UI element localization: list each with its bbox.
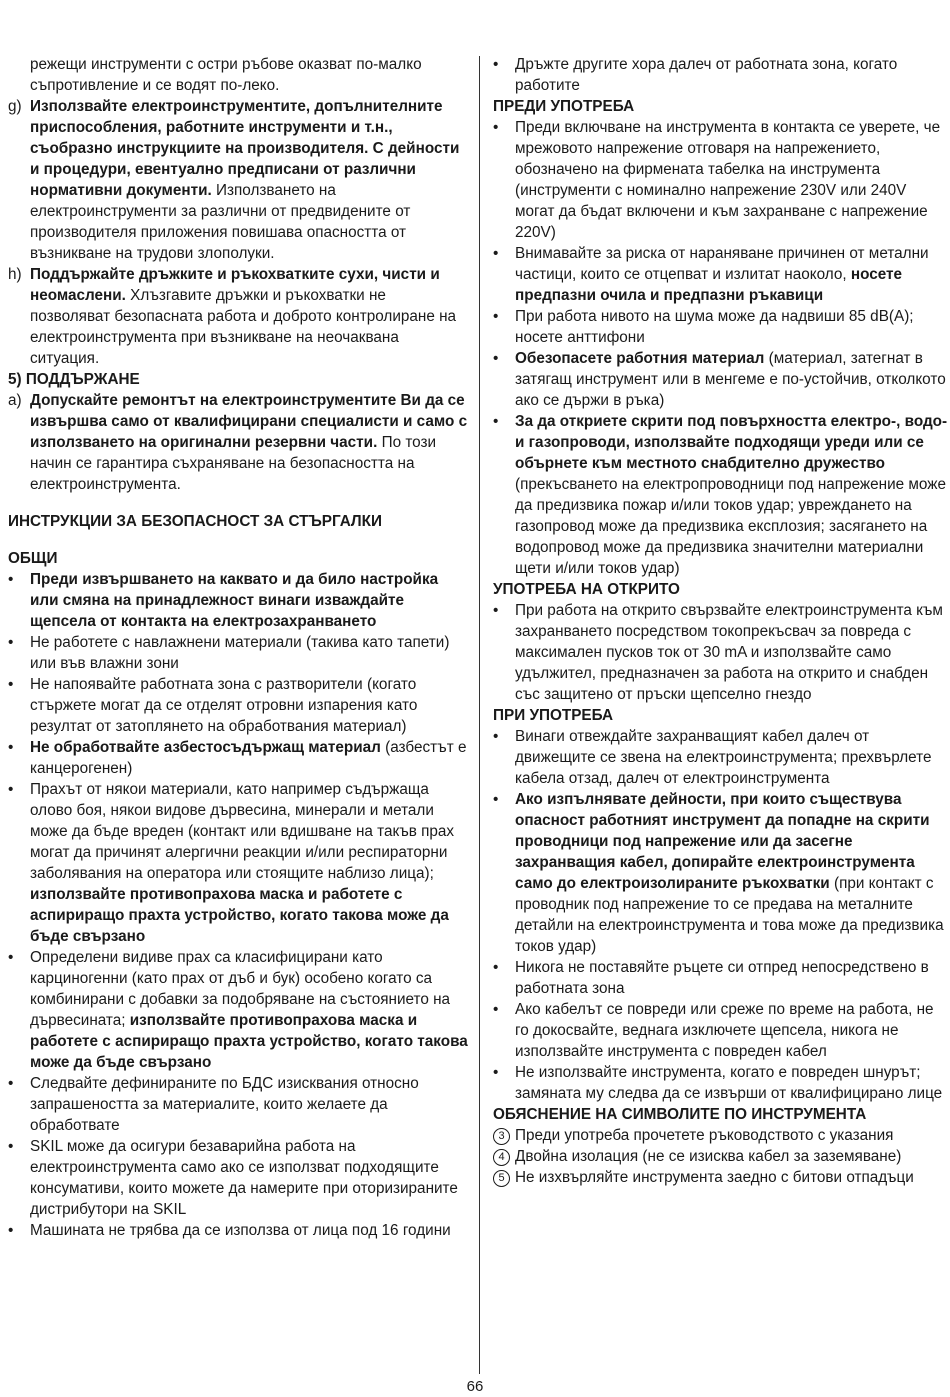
item-bold-text: Преди извършването на каквато и да било настройка или смяна на принадлежност винаги изваждайте щепсела от контакта на електрозахранването — [30, 571, 439, 630]
bullet-icon: • — [493, 308, 499, 325]
item-text: Не изхвърляйте инструмента заедно с битови отпадъци — [515, 1169, 914, 1186]
bullet-icon: • — [493, 413, 499, 430]
bullet-icon: • — [493, 245, 499, 262]
item-text: Преди употреба прочетете ръководството с указания — [515, 1127, 894, 1144]
item-text: SKIL може да осигури безаварийна работа на електроинструмента само ако се използват подходящите консумативи, които можете да намерите при оторизираните дистрибутори на SKIL — [30, 1138, 458, 1218]
item-text: (азбестът е канцерогенен) — [30, 739, 467, 777]
bullet-icon: • — [8, 676, 14, 693]
bullet-icon: • — [493, 959, 499, 976]
item-bold-text: използвайте противопрахова маска и работете с аспириращо прахта устройство, когато такова може да бъде свързано — [30, 1012, 468, 1071]
item-marker: a) — [8, 392, 22, 409]
item-text: Определени видиве прах са класифицирани като карциногенни (като прах от дъб и бук) особено когато са комбинирани с добавки за подобряване на състоянието на дървесината; — [30, 949, 451, 1029]
bullet-item — [493, 999, 948, 1062]
symbol-item — [493, 1125, 948, 1146]
bullet-icon: • — [493, 119, 499, 136]
bullet-icon: • — [8, 1075, 14, 1092]
item-a — [8, 390, 468, 495]
item-text: (прекъсването на електропроводници под напрежение може да предизвика пожар и/или токов удар; увреждането на газопровод може да предизвика експлозия; засягането на водопровод може да предизвика значителни материални щети и/или токов удар) — [515, 476, 947, 577]
intro-paragraph: режещи инструменти с остри ръбове оказват по-малко съпротивление и се водят по-леко. — [30, 56, 422, 94]
bullet-item — [8, 1220, 468, 1241]
item-text: Никога не поставяйте ръцете си отпред непосредствено в работната зона — [515, 959, 929, 997]
item-text: Внимавайте за риска от нараняване причинен от метални частици, които се отцепват и излитат наоколо, — [515, 245, 929, 283]
item-text: По този начин се гарантира съхраняване на безопасността на електроинструмента. — [30, 434, 437, 493]
bullet-icon: • — [8, 1222, 14, 1239]
bullet-item — [8, 737, 468, 779]
bullet-icon: • — [8, 571, 14, 588]
item-text: При работа нивото на шума може да надвиши 85 dB(A); носете анттифони — [515, 308, 914, 346]
bullet-item — [8, 779, 468, 947]
item-text: Дръжте другите хора далеч от работната зона, когато работите — [515, 56, 898, 94]
item-text: Ако кабелът се повреди или среже по време на работа, не го докосвайте, веднага изключете щепсела, никога не използвайте инструмента с повреден кабел — [515, 1001, 934, 1060]
bullet-icon: • — [493, 350, 499, 367]
item-text: (при контакт с проводник под напрежение то се предава на металните детайли на електроинструмента и това може да предизвика токов удар) — [515, 875, 944, 955]
bullet-item — [493, 600, 948, 705]
bullet-item — [493, 789, 948, 957]
section-heading-outdoor: УПОТРЕБА НА ОТКРИТО — [493, 581, 680, 598]
item-text: Не напоявайте работната зона с разтворители (когато стържете могат да се отделят отровни изпарения като резултат от затоплянето на обработвания материал) — [30, 676, 418, 735]
section-heading-maintenance: 5) ПОДДЪРЖАНЕ — [8, 371, 140, 388]
bullet-item — [493, 243, 948, 306]
item-text: Прахът от някои материали, като например съдържаща олово боя, някои видове дървесина, минерали и метали може да бъде вреден (контакт или вдишване на такъв прах могат да причинят алергични реакции и/или респираторни заболявания на оператора или стоящите наблизо лица); — [30, 781, 455, 882]
item-marker: h) — [8, 266, 22, 283]
item-bold-text: Допускайте ремонтът на електроинструментите Ви да се извършва само от квалифицирани специалисти и само с използването на оригинални резервни части. — [30, 392, 468, 451]
page-number: 66 — [466, 1378, 484, 1395]
item-bold-text: използвайте противопрахова маска и работете с аспириращо прахта устройство, когато такова може да бъде свързано — [30, 886, 449, 945]
item-text: (материал, затегнат в затягащ инструмент или в менгеме е по-устойчив, отколкото ако се държи в ръка) — [515, 350, 946, 409]
item-text: Следвайте дефинираните по БДС изисквания относно запрашеността за материалите, които желаете да обработвате — [30, 1075, 419, 1134]
item-text: Двойна изолация (не се изисква кабел за заземяване) — [515, 1148, 902, 1165]
column-divider — [479, 56, 480, 1374]
bullet-icon: • — [8, 949, 14, 966]
item-bold-text: За да откриете скрити под повърхността електро-, водо- и газопроводи, използвайте подходящи уреди или се обърнете към местното снабдително дружество — [515, 413, 948, 472]
item-marker: g) — [8, 98, 22, 115]
bullet-icon: • — [8, 739, 14, 756]
bullet-item — [493, 726, 948, 789]
section-heading-during-use: ПРИ УПОТРЕБА — [493, 707, 614, 724]
bullet-item — [8, 632, 468, 674]
item-text: Не използвайте инструмента, когато е повреден шнурът; замяната му следва да се извърши от квалифицирано лице — [515, 1064, 943, 1102]
bullet-item — [8, 674, 468, 737]
right-column — [493, 54, 948, 1188]
bullet-item — [8, 947, 468, 1073]
bullet-icon: • — [493, 602, 499, 619]
item-text: Винаги отвеждайте захранващият кабел далеч от движещите се звена на електроинструмента; прехвърлете кабела отзад, далеч от електроинструмента — [515, 728, 932, 787]
section-heading-before-use: ПРЕДИ УПОТРЕБА — [493, 98, 635, 115]
item-bold-text: Поддържайте дръжките и ръкохватките сухи, чисти и неомаслени. — [30, 266, 440, 304]
symbol-item — [493, 1167, 948, 1188]
bullet-item — [8, 1073, 468, 1136]
bullet-item — [493, 957, 948, 999]
bullet-icon: • — [8, 634, 14, 651]
item-text: При работа на открито свързвайте електроинструмента към захранването посредством токопрекъсвач за повреда с максимален пусков ток от 30 mA и използвайте само удължител, предназначен за работа на открито и снабден със защитено от пръски щепселно гнездо — [515, 602, 943, 703]
circled-number-icon: 4 — [493, 1149, 510, 1166]
bullet-item — [8, 569, 468, 632]
item-h — [8, 264, 468, 369]
item-bold-text: Използвайте електроинструментите, допълнителните приспособления, работните инструменти и т.н., съобразно инструкциите на производителя. С дейности и процедури, евентуално предписани от различни нормативни документи. — [30, 98, 460, 199]
bullet-icon: • — [493, 1001, 499, 1018]
item-text: Машината не трябва да се използва от лица под 16 години — [30, 1222, 451, 1239]
bullet-icon: • — [493, 1064, 499, 1081]
circled-number-icon: 5 — [493, 1170, 510, 1187]
circled-number-icon: 3 — [493, 1128, 510, 1145]
bullet-icon: • — [8, 781, 14, 798]
bullet-item — [493, 306, 948, 348]
bullet-item — [493, 1062, 948, 1104]
bullet-icon: • — [8, 1138, 14, 1155]
page-section-title: ИНСТРУКЦИИ ЗА БЕЗОПАСНОСТ ЗА СТЪРГАЛКИ — [8, 513, 382, 530]
item-text: Не работете с навлажнени материали (такива като тапети) или във влажни зони — [30, 634, 450, 672]
left-column — [8, 54, 468, 1241]
bullet-icon: • — [493, 56, 499, 73]
item-bold-text: Ако изпълнявате дейности, при които съществува опасност работният инструмент да попадне на скрити проводници под напрежение или да засегне захранващия кабел, допирайте електроинструмента само до електроизолираните ръкохватки — [515, 791, 930, 892]
item-bold-text: носете предпазни очила и предпазни ръкавици — [515, 266, 903, 304]
item-text: Хлъзгавите дръжки и ръкохватки не позволяват безопасната работа и доброто контролиране на електроинструмента при възникване на неочаквана ситуация. — [30, 287, 457, 367]
section-heading-general: ОБЩИ — [8, 550, 58, 567]
bullet-item — [493, 54, 948, 96]
section-heading-symbols: ОБЯСНЕНИЕ НА СИМВОЛИТЕ ПО ИНСТРУМЕНТА — [493, 1106, 867, 1123]
item-bold-text: Не обработвайте азбестосъдържащ материал — [30, 739, 381, 756]
symbol-item — [493, 1146, 948, 1167]
item-g — [8, 96, 468, 264]
bullet-item — [493, 348, 948, 411]
bullet-item — [8, 1136, 468, 1220]
bullet-icon: • — [493, 791, 499, 808]
bullet-item — [493, 117, 948, 243]
item-text: Преди включване на инструмента в контакта се уверете, че мрежовото напрежение отговаря на напрежението, обозначено на фирмената табелка на инструмента (инструменти с номинално напрежение 230V или 240V могат да бъдат включени и към захранване с напрежение 220V) — [515, 119, 941, 241]
item-text: Използването на електроинструменти за различни от предвидените от производителя приложения повишава опасността от възникване на трудови злополуки. — [30, 182, 411, 262]
bullet-item — [493, 411, 948, 579]
bullet-icon: • — [493, 728, 499, 745]
item-bold-text: Обезопасете работния материал — [515, 350, 765, 367]
